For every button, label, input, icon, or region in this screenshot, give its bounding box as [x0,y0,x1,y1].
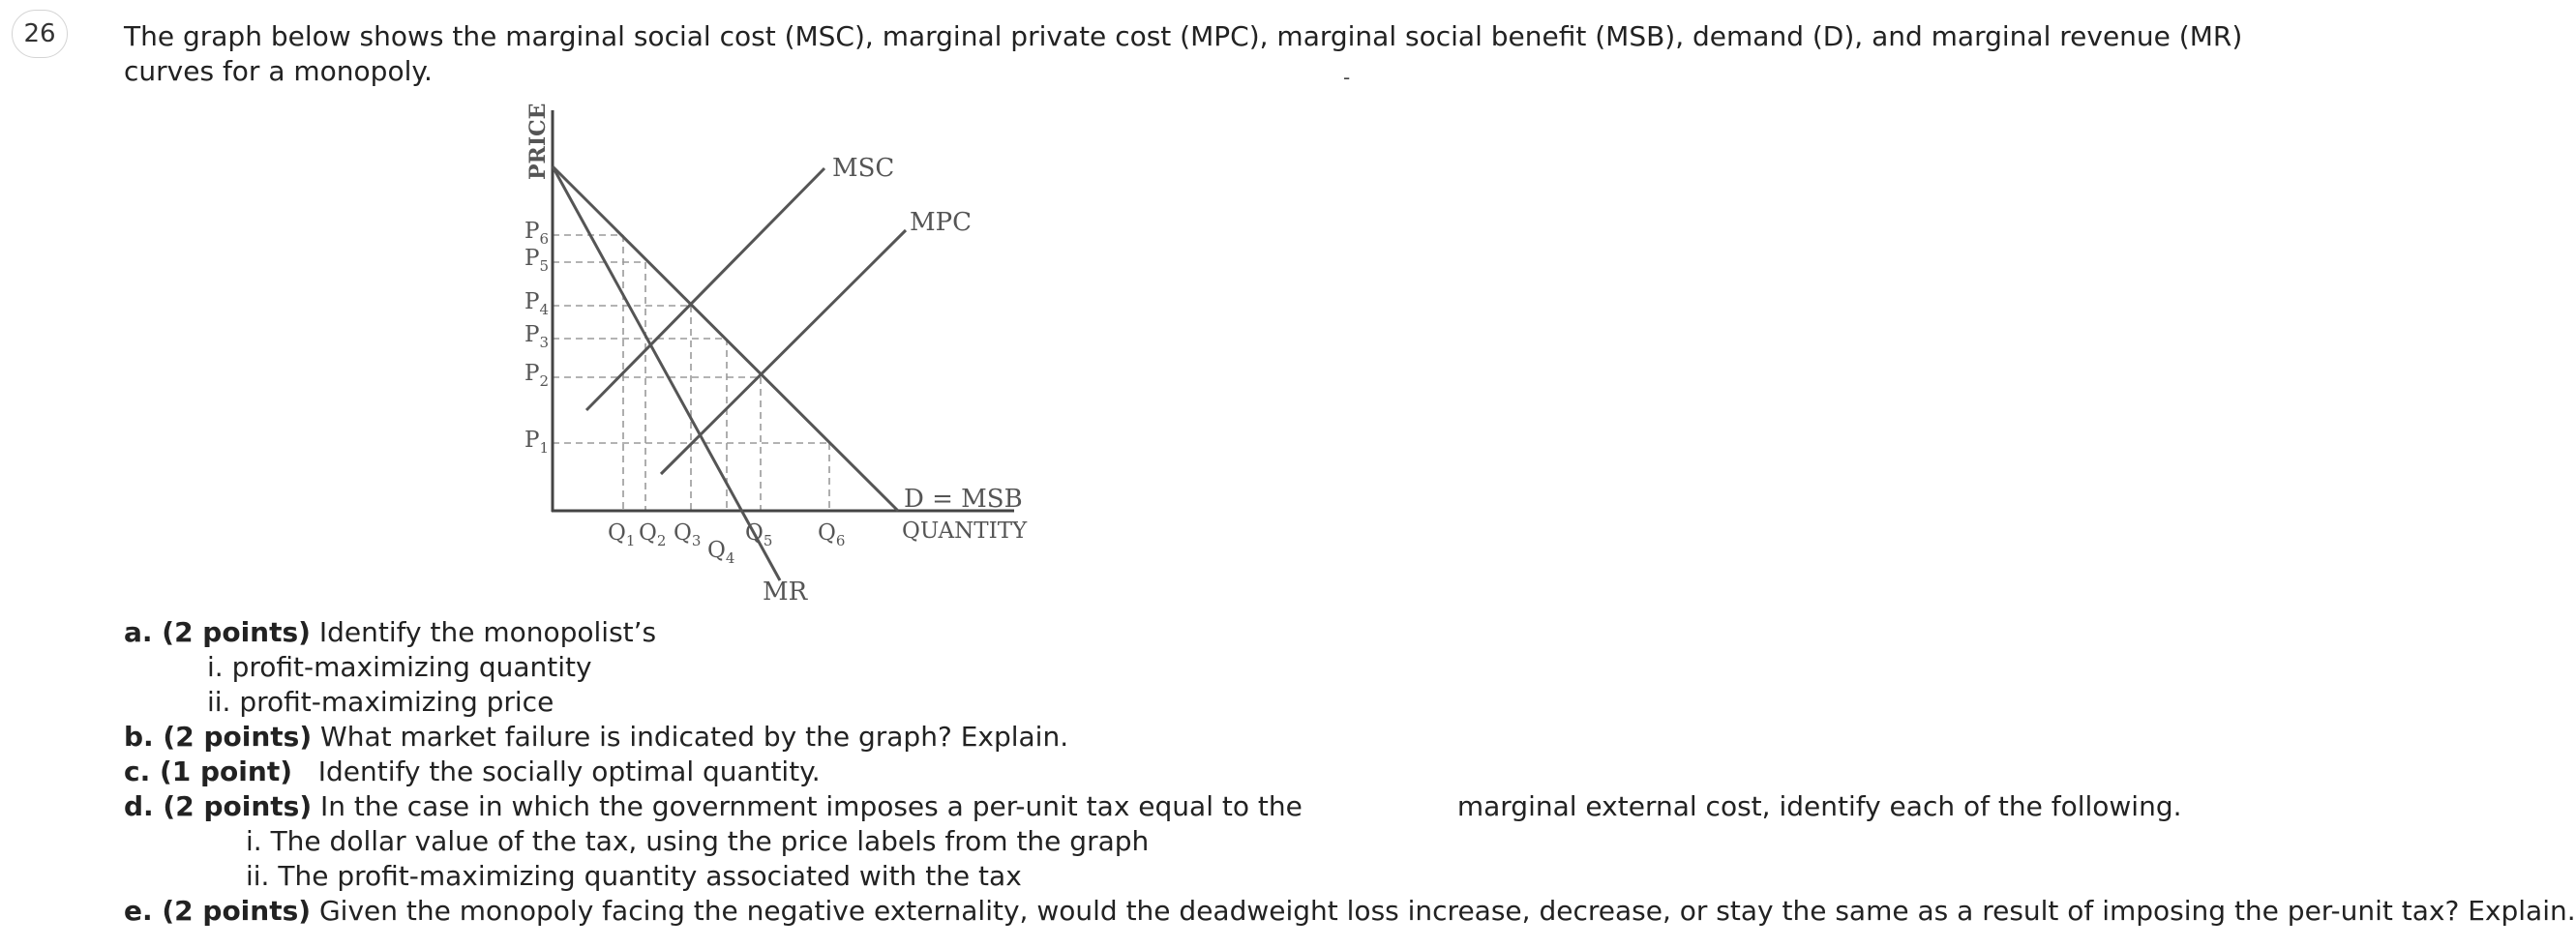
price-label-p3: $P_3$ [524,322,550,351]
part-a-label: a. (2 points) [124,616,311,648]
quantity-label-q5: $Q_5$ [745,520,773,549]
part-e-label: e. (2 points) [124,895,312,927]
price-label-p1: $P_1$ [524,428,550,457]
quantity-label-q1: $Q_1$ [608,520,636,549]
quantity-label-q2: $Q_2$ [639,520,667,549]
part-a [124,615,2272,650]
mpc-curve [661,230,906,474]
msc-curve [586,168,824,410]
quantity-tick-labels [608,520,845,567]
part-d-text-after: marginal external cost, identify each of the following. [1456,790,2182,822]
part-a-item-1: i. profit-maximizing quantity [207,651,592,683]
price-tick-labels [524,219,549,457]
part-d-text-before: In the case in which the government imposes a per-unit tax equal to the [312,790,1303,822]
part-b-text: What market failure is indicated by the graph? Explain. [312,721,1069,753]
demand-msb-label: D = MSB [904,485,1023,514]
price-label-p6: $P_6$ [524,219,550,248]
question-intro: The graph below shows the marginal social cost (MSC), marginal private cost (MPC), marginal social benefit (MSB), demand (D), and marginal revenue (MR) curves for a monopoly. [124,20,2243,87]
x-axis-label: QUANTITY [902,518,1028,544]
y-axis-label: PRICE [525,103,551,180]
part-e [124,894,2576,929]
quantity-label-q4: $Q_4$ [707,538,735,567]
part-c [124,755,2272,789]
quantity-label-q6: $Q_6$ [818,520,846,549]
part-a-item-2: ii. profit-maximizing price [207,686,554,718]
part-a-text: Identify the monopolist’s [310,616,657,648]
price-label-p5: $P_5$ [524,246,550,275]
price-label-p4: $P_4$ [524,289,550,318]
mr-label: MR [763,578,808,607]
part-d-item-2: ii. The profit-maximizing quantity associated with the tax [246,860,1022,892]
part-b-label: b. (2 points) [124,721,313,753]
price-label-p2: $P_2$ [524,361,550,390]
part-d-label: d. (2 points) [124,790,313,822]
quantity-label-q3: $Q_3$ [674,520,702,549]
question-parts [124,615,2576,929]
msc-label: MSC [832,154,895,183]
stray-mark: - [1343,66,1351,89]
monopoly-externality-graph [484,97,1045,619]
guide-lines [553,235,829,511]
part-d [124,789,2272,824]
part-c-text: Identify the socially optimal quantity. [292,755,821,787]
part-e-text: Given the monopoly facing the negative externality, would the deadweight loss increase, decrease, or stay the same as a result of imposing the per-unit tax? Explain. [311,895,2576,927]
part-c-label: c. (1 point) [124,755,293,787]
part-b [124,720,2272,755]
question-number-badge: 26 [12,10,68,58]
mpc-label: MPC [910,208,973,237]
mr-curve [553,166,780,580]
part-d-item-1: i. The dollar value of the tax, using the price labels from the graph [246,825,1150,857]
